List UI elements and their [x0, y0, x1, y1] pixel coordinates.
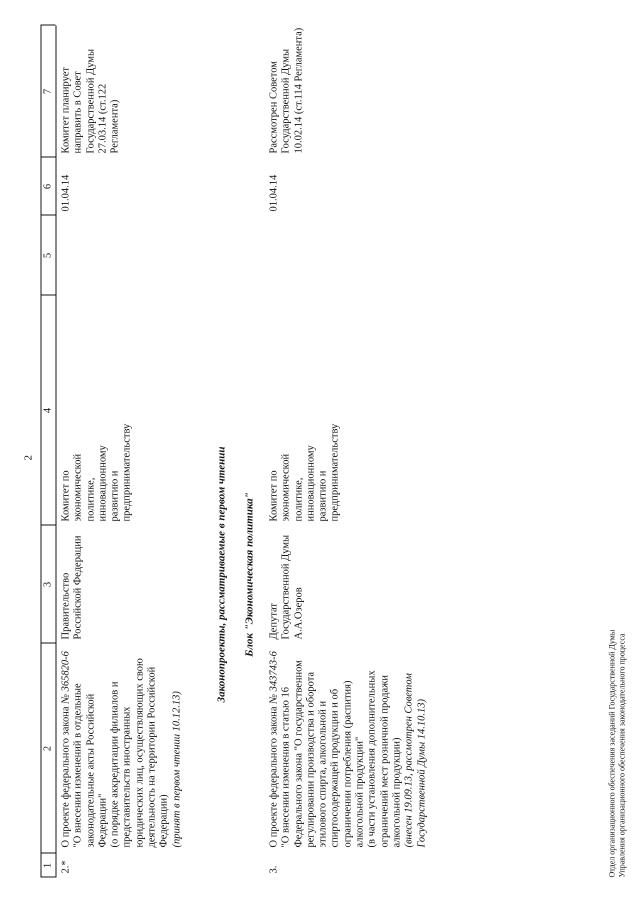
bill-title: О проекте федерального закона № 365820-6 [60, 650, 71, 847]
column-header: 6 [42, 183, 53, 189]
bill-note: (принят в первом чтении 10.12.13) [170, 690, 182, 847]
column-header: 5 [42, 252, 53, 258]
page-number: 2 [22, 454, 34, 460]
column-header: 2 [42, 745, 53, 751]
bill-number: № 343743-6 [268, 650, 279, 704]
row-number: 3. [268, 865, 279, 873]
bill-subject: (в части установления дополнительных ограничений мест розничной продажи алкогольной продукции) [366, 669, 402, 847]
section-title: Законопроекты, рассматриваемые в первом чтении [215, 446, 227, 702]
bill-name: "О внесении изменений в отдельные законодательные акты Российской Федерации" [72, 682, 108, 847]
bill-initiator: Правительство Российской Федерации [60, 535, 84, 639]
bill-initiator: Депутат Государственной Думы А.А.Озеров [268, 534, 304, 639]
responsible-committee: Комитет по экономической политике, инновационному развитию и предпринимательству [268, 423, 341, 521]
bill-name: "О внесении изменения в статью 16 Федерального закона "О государственном регулировании производства и оборота этилового спирта, алкогольной и спиртосодержащей продукции и об ограничении потребления (распития) алкогольной продукции" [280, 659, 366, 847]
column-header: 7 [42, 88, 53, 94]
bill-number: № 365820-6 [60, 650, 71, 704]
bill-subject: (о порядке аккредитации филиалов и представительств иностранных юридических лиц, осуществляющих свою деятельность на территории Российской Федерации) [109, 657, 170, 847]
bill-status: Комитет планирует направить в Совет Государственной Думы 27.03.14 (ст.122 Регламента) [60, 48, 121, 153]
block-title: Блок "Экономическая политика" [243, 491, 255, 657]
column-header: 1 [42, 862, 53, 868]
footer-directorate: Управления организационного обеспечения законодательного процесса [617, 632, 626, 877]
bill-status: Рассмотрен Советом Государственной Думы 10.02.14 (ст.114 Регламента) [268, 27, 304, 153]
bill-note: (внесен 19.09.13, рассмотрен Советом Государственной Думы 14.10.13) [403, 672, 427, 847]
bill-description [268, 643, 428, 847]
column-header: 4 [42, 407, 53, 413]
consideration-date: 01.04.14 [60, 174, 71, 211]
footer-department: Отдел организационного обеспечения заседаний Государственной Думы [607, 629, 616, 877]
consideration-date: 01.04.14 [268, 174, 279, 211]
bill-description [60, 643, 183, 847]
bill-title: О проекте федерального закона № 343743-6 [268, 650, 279, 847]
responsible-committee: Комитет по экономической политике, инновационному развитию и предпринимательству [60, 423, 133, 521]
row-number: 2.* [60, 859, 71, 873]
column-header: 3 [42, 581, 53, 587]
